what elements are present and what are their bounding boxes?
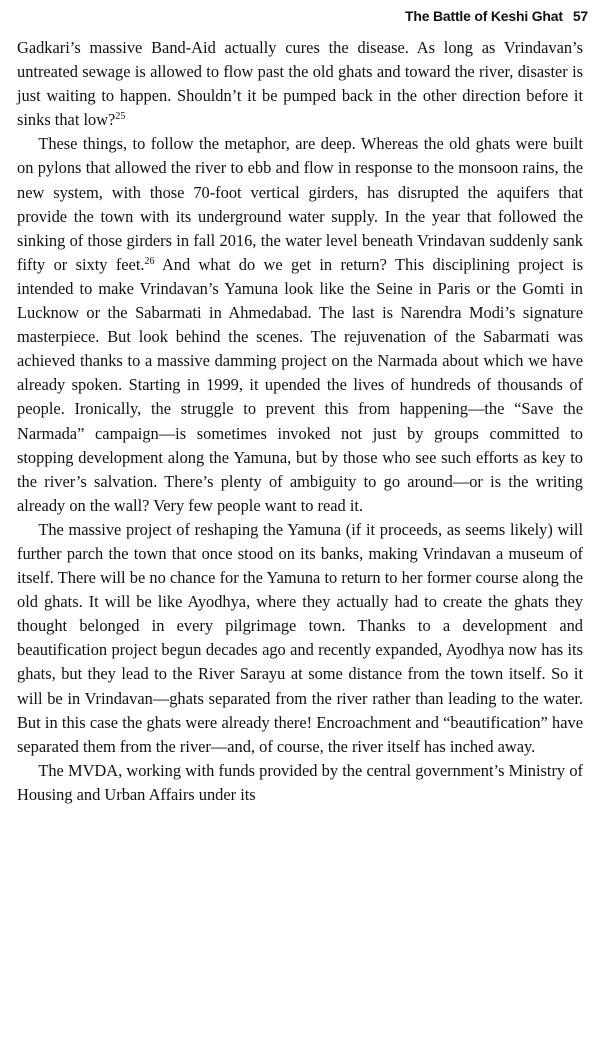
page-number: 57 <box>572 8 588 24</box>
paragraph <box>17 132 583 518</box>
running-head <box>405 8 588 24</box>
body-text <box>17 36 583 807</box>
footnote-marker: 25 <box>115 111 126 123</box>
footnote-marker: 26 <box>144 255 155 267</box>
paragraph-text: These things, to follow the metaphor, are deep. Whereas the old ghats were built on pylons that allowed the river to ebb and flow in response to the monsoon rains, the new system, with those 70-foot vertical girders, has disrupted the aquifers that provide the town with its underground water supply. In the year that followed the sinking of those girders in fall 2016, the water level beneath Vrindavan suddenly sank fifty or sixty feet. <box>17 134 583 274</box>
paragraph-text: The massive project of reshaping the Yamuna (if it proceeds, as seems likely) will further parch the town that once stood on its banks, making Vrindavan a museum of itself. There will be no chance for the Yamuna to return to her former course along the old ghats. It will be like Ayodhya, where they actually had to create the ghats they thought belonged in every pilgrimage town. Thanks to a development and beautification project begun decades ago and recently expanded, Ayodhya now has its ghats, but they lead to the River Sarayu at some distance from the town itself. So it will be in Vrindavan—ghats separated from the river rather than leading to the water. But in this case the ghats were already there! Encroachment and “beautification” have separated them from the river—and, of course, the river itself has inched away. <box>17 519 583 756</box>
running-title: The Battle of Keshi Ghat <box>405 8 563 24</box>
paragraph <box>17 518 583 759</box>
paragraph-text: And what do we get in return? This disciplining project is intended to make Vrindavan’s Yamuna look like the Seine in Paris or the Gomti in Lucknow or the Sabarmati in Ahmedabad. The last is Narendra Modi’s signature masterpiece. But look behind the scenes. The rejuvenation of the Sabarmati was achieved thanks to a massive damming project on the Narmada about which we have already spoken. Starting in 1999, it upended the lives of hundreds of thousands of people. Ironically, the struggle to prevent this from happening—the “Save the Narmada” campaign—is sometimes invoked not just by groups committed to stopping development along the Yamuna, but by those who see such efforts as key to the river’s salvation. There’s plenty of ambiguity to go around—or is the writing already on the wall? Very few people want to read it. <box>17 254 583 515</box>
paragraph-text: The MVDA, working with funds provided by the central government’s Ministry of Housing and Urban Affairs under its <box>17 760 583 804</box>
paragraph-text: Gadkari’s massive Band-Aid actually cures the disease. As long as Vrindavan’s untreated sewage is allowed to flow past the old ghats and toward the river, disaster is just waiting to happen. Shouldn’t it be pumped back in the other direction before it sinks that low? <box>17 38 583 130</box>
paragraph <box>17 36 583 132</box>
paragraph <box>17 759 583 807</box>
